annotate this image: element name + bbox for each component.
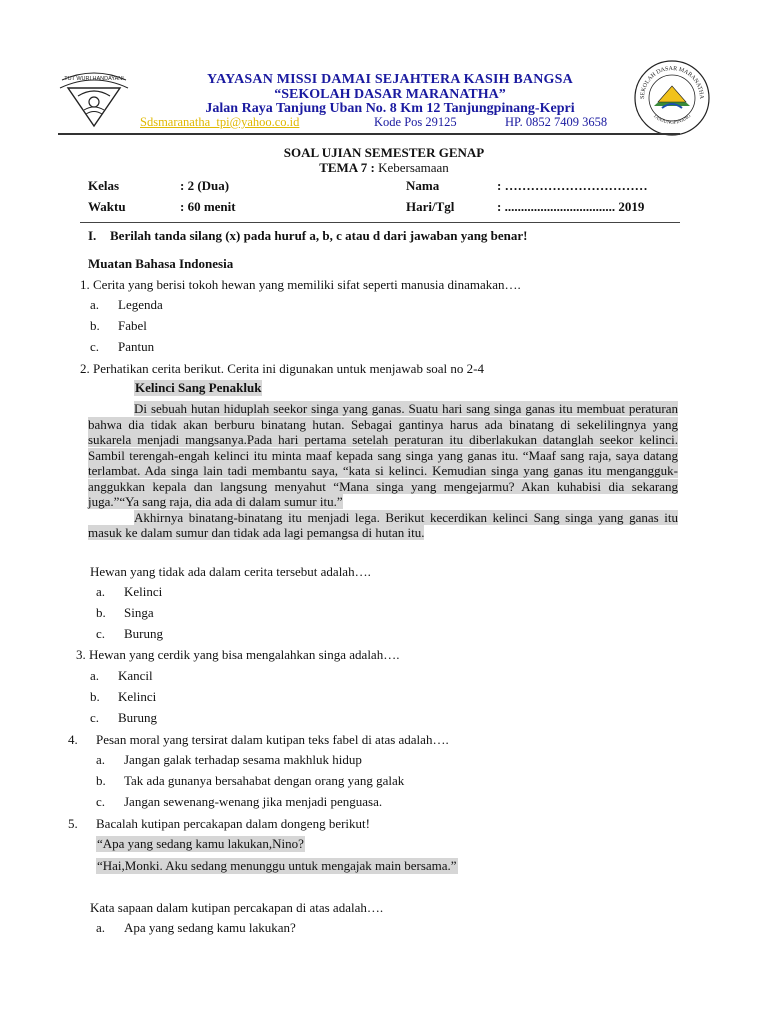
- phone-number: HP. 0852 7409 3658: [505, 115, 608, 129]
- story-text: [88, 401, 678, 541]
- question-2: 2. Perhatikan cerita berikut. Cerita ini digunakan untuk menjawab soal no 2-4: [80, 361, 484, 376]
- hari-label: Hari/Tgl: [406, 199, 455, 214]
- q3-option-a[interactable]: a. Kancil: [90, 668, 153, 683]
- postal-code: Kode Pos 29125: [374, 115, 457, 129]
- story-title: Kelinci Sang Penakluk: [135, 380, 262, 395]
- theme-value: Kebersamaan: [374, 160, 449, 175]
- q1-option-b[interactable]: b. Fabel: [90, 318, 147, 333]
- question-3: 3. Hewan yang cerdik yang bisa mengalahkan singa adalah….: [76, 647, 400, 662]
- header-divider: [58, 133, 680, 135]
- question-4: Pesan moral yang tersirat dalam kutipan teks fabel di atas adalah….: [96, 732, 449, 747]
- seal-top-text: SEKOLAH DASAR MARANATHA: [639, 65, 705, 100]
- section-title: Muatan Bahasa Indonesia: [88, 256, 234, 271]
- hari-value[interactable]: : .................................. 2019: [497, 199, 645, 214]
- school-email-link[interactable]: Sdsmaranatha_tpi@yahoo.co.id: [140, 115, 300, 129]
- school-seal-logo: [632, 58, 712, 138]
- q4-option-b[interactable]: b. Tak ada gunanya bersahabat dengan orang yang galak: [96, 773, 405, 788]
- q5-option-a[interactable]: a. Apa yang sedang kamu lakukan?: [96, 920, 296, 935]
- story-paragraph-2: Akhirnya binatang-binatang itu menjadi lega. Berikut kecerdikan kelinci Sang singa yang ganas itu masuk ke dalam sumur dan tidak ada lagi pemangsa di hutan itu.: [88, 509, 678, 540]
- q4-option-c[interactable]: c. Jangan sewenang-wenang jika menjadi penguasa.: [96, 794, 383, 809]
- q2-option-a[interactable]: a. Kelinci: [96, 584, 163, 599]
- q1-option-c[interactable]: c. Pantun: [90, 339, 155, 354]
- story-paragraph-1: Di sebuah hutan hiduplah seekor singa yang ganas. Suatu hari sang singa ganas itu membuat peraturan bahwa dia tidak akan berburu binatang hutan. Sebagai gantinya harus ada binatang di sekelilingnya yang sukarela menjadi mangsanya.Pada hari pertama setelah peraturan itu diberlakukan datanglah seekor kelinci. Sambil terengah-engah kelinci itu minta maaf kepada sang singa yang ganas itu. “Maaf sang raja, saya datang terlambat. Ada singa lain tadi membantu saya, “kata si kelinci. Kemudian singa yang ganas itu mengangguk-anggukkan kepala dan langsung menyahut “Mana singa yang mengejarmu? Akan kuhabisi dia sekarang juga.”“Ya sang raja, dia ada di dalam sumur itu.”: [88, 401, 678, 509]
- exam-title: SOAL UJIAN SEMESTER GENAP: [283, 145, 485, 160]
- q3-option-b[interactable]: b. Kelinci: [90, 689, 157, 704]
- kelas-value: : 2 (Dua): [180, 178, 230, 193]
- dialogue-quote-1: “Apa yang sedang kamu lakukan,Nino?: [97, 836, 304, 851]
- contact-line: [140, 115, 608, 130]
- svg-text:TANJUNGPINANG: [652, 114, 693, 126]
- q2-option-b[interactable]: b. Singa: [96, 605, 154, 620]
- question-5: Bacalah kutipan percakapan dalam dongeng berikut!: [96, 816, 370, 831]
- nama-label: Nama: [406, 178, 440, 193]
- foundation-name: YAYASAN MISSI DAMAI SEJAHTERA KASIH BANGSA: [207, 72, 573, 87]
- instruction-number: I.: [88, 228, 97, 243]
- instruction-text: Berilah tanda silang (x) pada huruf a, b, c atau d dari jawaban yang benar!: [110, 228, 528, 243]
- school-address: Jalan Raya Tanjung Uban No. 8 Km 12 Tanjungpinang-Kepri: [205, 101, 575, 116]
- tut-wuri-handayani-logo: [58, 66, 130, 128]
- q2-option-c[interactable]: c. Burung: [96, 626, 163, 641]
- question-2-prompt: Hewan yang tidak ada dalam cerita tersebut adalah….: [90, 564, 371, 579]
- school-name: “SEKOLAH DASAR MARANATHA”: [274, 87, 506, 102]
- question-4-number: 4.: [68, 732, 78, 747]
- nama-value[interactable]: : ……………………………: [497, 178, 648, 193]
- waktu-label: Waktu: [88, 199, 126, 214]
- waktu-value: : 60 menit: [180, 199, 236, 214]
- theme-label: TEMA 7 :: [319, 160, 375, 175]
- question-5-prompt: Kata sapaan dalam kutipan percakapan di atas adalah….: [90, 900, 384, 915]
- question-5-number: 5.: [68, 816, 78, 831]
- dialogue-quote-2: “Hai,Monki. Aku sedang menunggu untuk mengajak main bersama.”: [97, 858, 457, 873]
- q1-option-a[interactable]: a. Legenda: [90, 297, 163, 312]
- q4-option-a[interactable]: a. Jangan galak terhadap sesama makhluk hidup: [96, 752, 362, 767]
- exam-theme: [0, 160, 768, 176]
- info-divider: [80, 222, 680, 223]
- seal-bottom-text: TANJUNGPINANG: [651, 113, 693, 126]
- logo-left-text: TUT WURI HANDAYANI: [64, 76, 124, 82]
- q3-option-c[interactable]: c. Burung: [90, 710, 157, 725]
- kelas-label: Kelas: [88, 178, 120, 193]
- question-1: 1. Cerita yang berisi tokoh hewan yang memiliki sifat seperti manusia dinamakan….: [80, 277, 521, 292]
